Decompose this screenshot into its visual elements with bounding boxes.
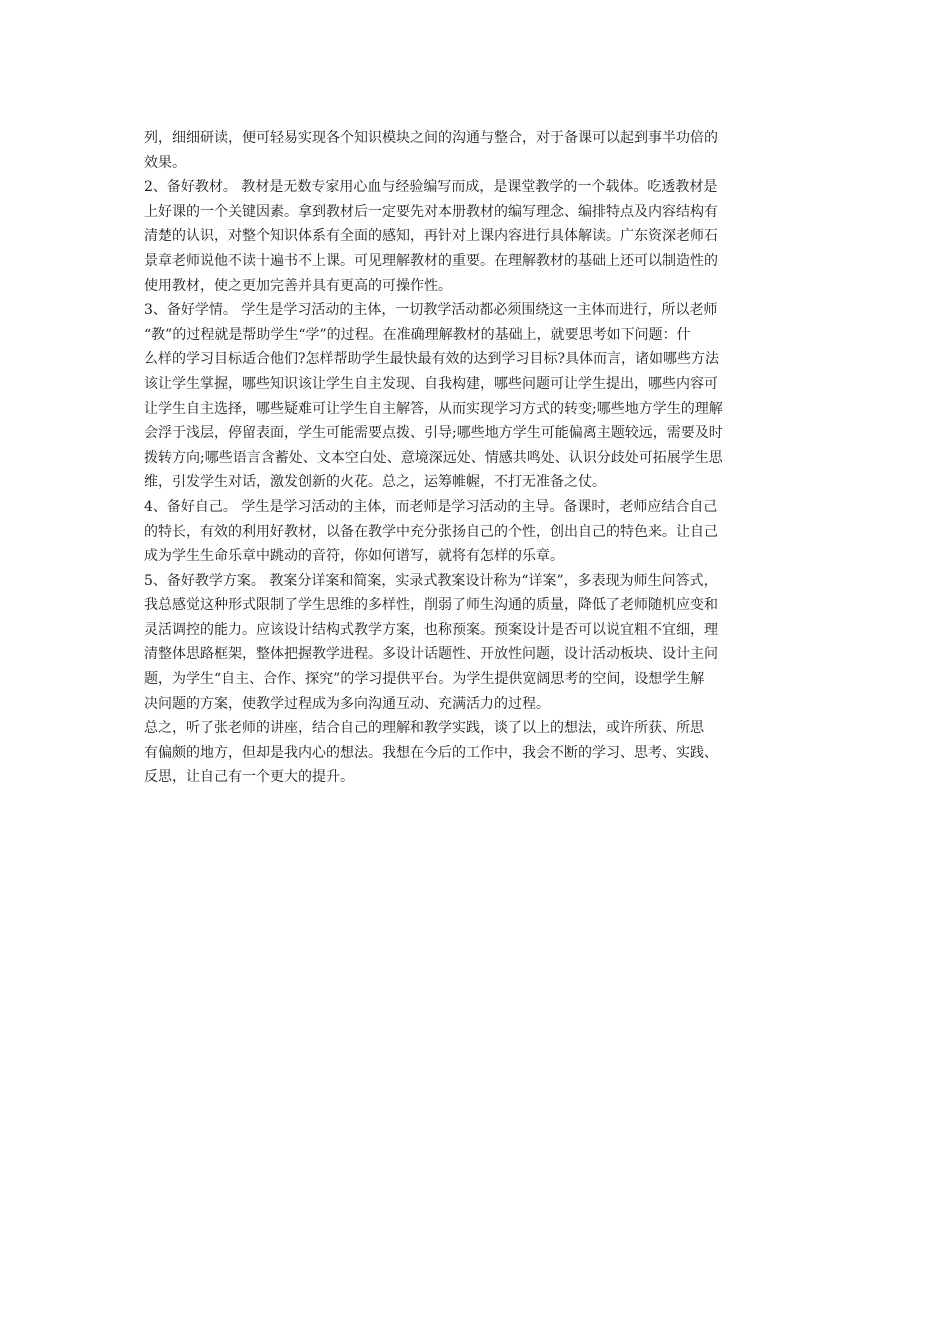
text-line: 使用教材，使之更加完善并具有更高的可操作性。: [144, 277, 452, 294]
text-line: 我总感觉这种形式限制了学生思维的多样性，削弱了师生沟通的质量，降低了老师随机应变和: [144, 597, 718, 614]
text-line: 灵活调控的能力。应该设计结构式教学方案，也称预案。预案设计是否可以说宜粗不宜细，理: [144, 621, 718, 638]
text-line: 拨转方向;哪些语言含蓄处、文本空白处、意境深远处、情感共鸣处、认识分歧处可拓展学生思: [144, 449, 723, 466]
text-line: 成为学生生命乐章中跳动的音符，你如何谱写，就将有怎样的乐章。: [144, 548, 564, 565]
conclusion-line: 总之，听了张老师的讲座，结合自己的理解和教学实践，谈了以上的想法，或许所获、所思: [144, 720, 704, 737]
text-line: 该让学生掌握，哪些知识该让学生自主发现、自我构建，哪些问题可让学生提出，哪些内容可: [144, 375, 718, 392]
section-2-heading-line: 2、备好教材。 教材是无数专家用心血与经验编写而成，是课堂教学的一个载体。吃透教材是: [144, 179, 718, 196]
text-line: 有偏颇的地方，但却是我内心的想法。我想在今后的工作中，我会不断的学习、思考、实践、: [144, 744, 718, 761]
text-line: 列，细细研读，便可轻易实现各个知识模块之间的沟通与整合，对于备课可以起到事半功倍的: [144, 130, 718, 146]
text-line: 反思，让自己有一个更大的提升。: [144, 769, 354, 786]
text-line: 景章老师说他不读十遍书不上课。可见理解教材的重要。在理解教材的基础上还可以制造性的: [144, 252, 718, 269]
section-5-heading-line: 5、备好教学方案。 教案分详案和简案，实录式教案设计称为“详案”，多表现为师生问答式，: [144, 572, 718, 589]
text-line: 么样的学习目标适合他们?怎样帮助学生最快最有效的达到学习目标?具体而言，诸如哪些方法: [144, 351, 720, 368]
text-line: 的特长，有效的利用好教材，以备在教学中充分张扬自己的个性，创出自己的特色来。让自己: [144, 523, 718, 540]
text-line: 让学生自主选择，哪些疑难可让学生自主解答，从而实现学习方式的转变;哪些地方学生的理解: [144, 400, 723, 417]
section-3-heading-line: 3、备好学情。 学生是学习活动的主体，一切教学活动都必须围绕这一主体而进行，所以老师: [144, 302, 718, 319]
text-line: “教”的过程就是帮助学生“学”的过程。在准确理解教材的基础上，就要思考如下问题：什: [144, 326, 691, 343]
text-line: 题，为学生“自主、合作、探究”的学习提供平台。为学生提供宽阔思考的空间，设想学生解: [144, 671, 705, 688]
document-body: [144, 126, 816, 790]
text-line: 清楚的认识，对整个知识体系有全面的感知，再针对上课内容进行具体解读。广东资深老师石: [144, 228, 718, 245]
text-line: 维，引发学生对话，激发创新的火花。总之，运筹帷幄，不打无准备之仗。: [144, 474, 606, 491]
text-line: 上好课的一个关键因素。拿到教材后一定要先对本册教材的编写理念、编排特点及内容结构有: [144, 203, 718, 220]
text-line: 决问题的方案，使教学过程成为多向沟通互动、充满活力的过程。: [144, 695, 550, 712]
text-line: 清整体思路框架，整体把握教学进程。多设计话题性、开放性问题，设计活动板块、设计主问: [144, 646, 718, 663]
section-4-heading-line: 4、备好自己。 学生是学习活动的主体，而老师是学习活动的主导。备课时，老师应结合自己: [144, 498, 718, 515]
text-line: 会浮于浅层，停留表面，学生可能需要点拨、引导;哪些地方学生可能偏离主题较远，需要及时: [144, 425, 723, 442]
text-line: 效果。: [144, 154, 186, 171]
